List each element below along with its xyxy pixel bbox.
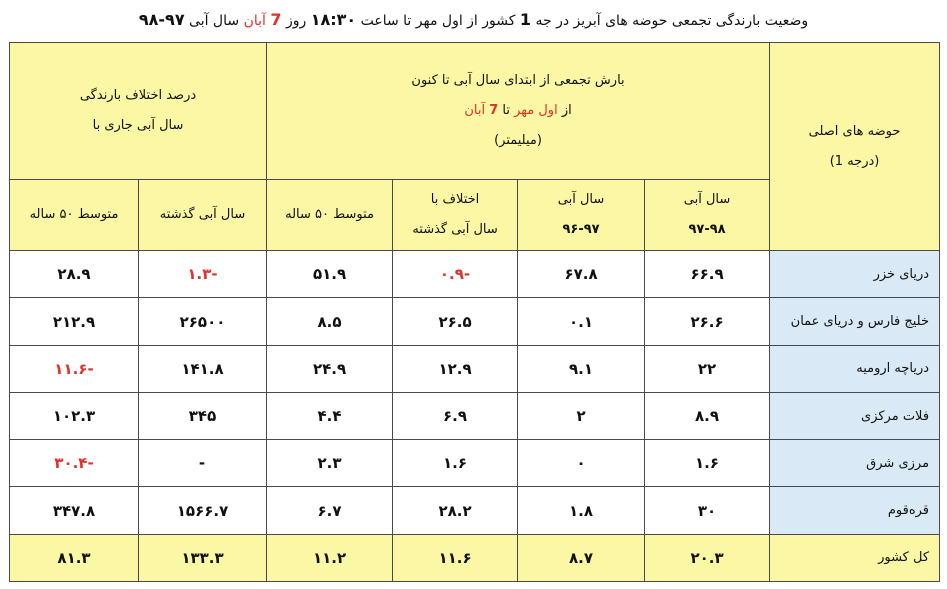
title-text-3: روز bbox=[281, 13, 311, 29]
cell-current: ۲۲ bbox=[645, 345, 770, 392]
cell-pct-avg50: ۲۱۲.۹ bbox=[10, 298, 139, 345]
cell-current: ۲۶.۶ bbox=[645, 298, 770, 345]
header-basin: حوضه های اصلی (درجه 1) bbox=[770, 43, 940, 251]
cell-pct-avg50: ۲۸.۹ bbox=[10, 251, 139, 298]
cell-pct-avg50: ۳۴۷.۸ bbox=[10, 487, 139, 534]
header-pct-previous: سال آبی گذشته bbox=[139, 179, 267, 250]
total-pct-previous: ۱۳۳.۳ bbox=[139, 534, 267, 581]
cell-diff: ۶.۹ bbox=[393, 392, 518, 439]
cell-diff: ۱۲.۹ bbox=[393, 345, 518, 392]
cell-diff: -۰.۹ bbox=[393, 251, 518, 298]
cell-pct-previous: - bbox=[139, 440, 267, 487]
header-diff-previous: اختلاف با سال آبی گذشته bbox=[393, 179, 518, 250]
cell-previous: ۹.۱ bbox=[518, 345, 645, 392]
cell-diff: ۲۸.۲ bbox=[393, 487, 518, 534]
header-pct-avg50: متوسط ۵۰ ساله bbox=[10, 179, 139, 250]
report-title bbox=[0, 8, 947, 33]
cell-previous: ۶۷.۸ bbox=[518, 251, 645, 298]
cell-pct-avg50: ۱۰۲.۳ bbox=[10, 392, 139, 439]
cell-avg50: ۵۱.۹ bbox=[267, 251, 393, 298]
title-degree: 1 bbox=[519, 10, 532, 29]
rainfall-table bbox=[9, 42, 940, 582]
header-precipitation: بارش تجمعی از ابتدای سال آبی تا کنون از اول مهر تا 7 آبان (میلیمتر) bbox=[267, 43, 770, 180]
header-current-year: سال آبی ۹۷-۹۸ bbox=[645, 179, 770, 250]
cell-diff: ۲۶.۵ bbox=[393, 298, 518, 345]
title-year: ۹۷-۹۸ bbox=[138, 10, 185, 29]
cell-previous: ۰.۱ bbox=[518, 298, 645, 345]
cell-avg50: ۸.۵ bbox=[267, 298, 393, 345]
total-pct-avg50: ۸۱.۳ bbox=[10, 534, 139, 581]
basin-name: فلات مرکزی bbox=[770, 392, 940, 439]
title-text-2: کشور از اول مهر تا ساعت bbox=[356, 13, 520, 29]
cell-pct-previous: ۲۶۵۰۰ bbox=[139, 298, 267, 345]
title-time: ۱۸:۳۰ bbox=[310, 10, 357, 29]
total-previous: ۸.۷ bbox=[518, 534, 645, 581]
table-row bbox=[10, 251, 940, 298]
table-row bbox=[10, 392, 940, 439]
cell-previous: ۰ bbox=[518, 440, 645, 487]
total-current: ۲۰.۳ bbox=[645, 534, 770, 581]
cell-pct-avg50: -۱۱.۶ bbox=[10, 345, 139, 392]
basin-name: دریاچه ارومیه bbox=[770, 345, 940, 392]
table-row bbox=[10, 440, 940, 487]
total-avg50: ۱۱.۲ bbox=[267, 534, 393, 581]
basin-name: مرزی شرق bbox=[770, 440, 940, 487]
cell-previous: ۱.۸ bbox=[518, 487, 645, 534]
cell-current: ۶۶.۹ bbox=[645, 251, 770, 298]
header-difference-percent: درصد اختلاف بارندگی سال آبی جاری با bbox=[10, 43, 267, 180]
basin-name: خلیج فارس و دریای عمان bbox=[770, 298, 940, 345]
cell-avg50: ۴.۴ bbox=[267, 392, 393, 439]
title-month: آبان bbox=[243, 13, 266, 29]
cell-current: ۸.۹ bbox=[645, 392, 770, 439]
cell-pct-previous: ۱۵۶۶.۷ bbox=[139, 487, 267, 534]
title-text-1: وضعيت بارندگی تجمعی حوضه های آبریز در جه bbox=[531, 13, 809, 29]
cell-pct-previous: -۱.۳ bbox=[139, 251, 267, 298]
header-previous-year: سال آبی ۹۶-۹۷ bbox=[518, 179, 645, 250]
cell-avg50: ۲۴.۹ bbox=[267, 345, 393, 392]
cell-diff: ۱.۶ bbox=[393, 440, 518, 487]
basin-name-total: کل کشور bbox=[770, 534, 940, 581]
cell-avg50: ۲.۳ bbox=[267, 440, 393, 487]
title-text-4: سال آبی bbox=[184, 13, 244, 29]
total-diff: ۱۱.۶ bbox=[393, 534, 518, 581]
cell-current: ۳۰ bbox=[645, 487, 770, 534]
header-avg50: متوسط ۵۰ ساله bbox=[267, 179, 393, 250]
cell-pct-previous: ۳۴۵ bbox=[139, 392, 267, 439]
table-row bbox=[10, 345, 940, 392]
title-day: 7 bbox=[270, 10, 282, 29]
total-row bbox=[10, 534, 940, 581]
cell-avg50: ۶.۷ bbox=[267, 487, 393, 534]
table-row bbox=[10, 487, 940, 534]
basin-name: قره‌قوم bbox=[770, 487, 940, 534]
cell-previous: ۲ bbox=[518, 392, 645, 439]
cell-pct-avg50: -۳۰.۴ bbox=[10, 440, 139, 487]
table-row bbox=[10, 298, 940, 345]
cell-pct-previous: ۱۴۱.۸ bbox=[139, 345, 267, 392]
basin-name: دریای خزر bbox=[770, 251, 940, 298]
cell-current: ۱.۶ bbox=[645, 440, 770, 487]
